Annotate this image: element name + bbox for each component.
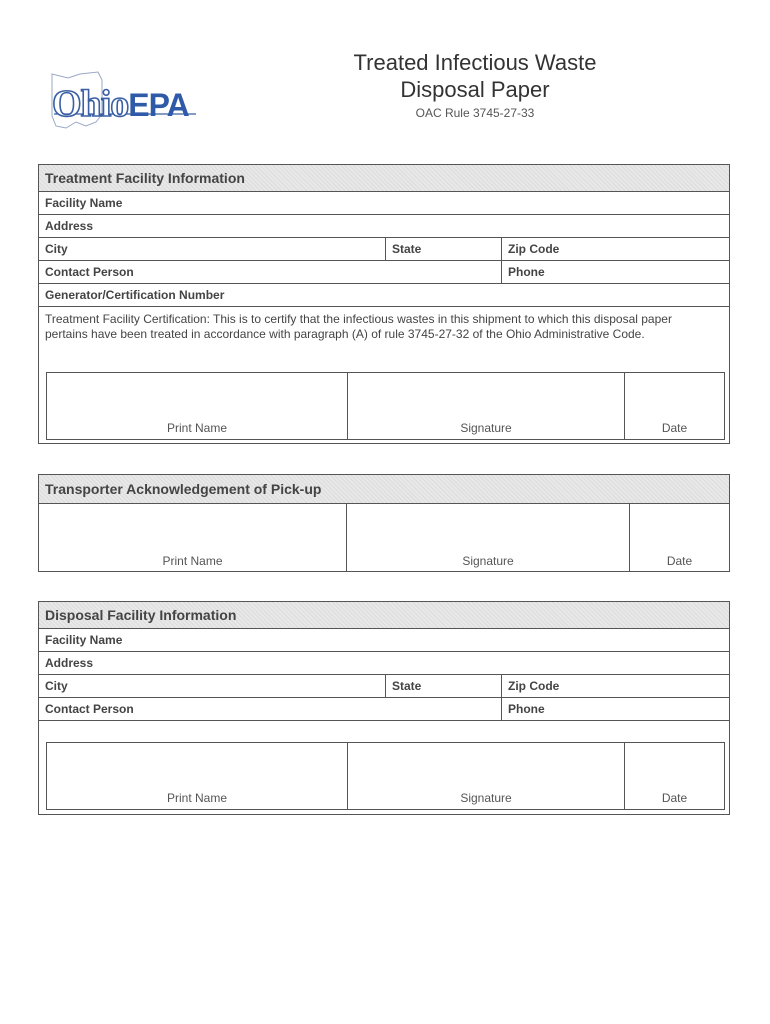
logo-epa-text: EPA <box>128 87 189 123</box>
treatment-facility-section <box>38 164 730 444</box>
treatment-phone-field[interactable]: Phone <box>501 261 729 283</box>
treatment-signature-field[interactable] <box>347 373 624 439</box>
form-title-line-1: Treated Infectious Waste <box>353 50 597 75</box>
transporter-signature-field[interactable] <box>346 504 629 572</box>
treatment-contact-field[interactable]: Contact Person <box>45 265 134 279</box>
treatment-date-field[interactable] <box>624 373 724 439</box>
treatment-zip-field[interactable]: Zip Code <box>501 238 729 260</box>
certification-line-2: pertains have been treated in accordance with paragraph (A) of rule 3745-27-32 of the Ohio Administrative Code. <box>45 327 645 341</box>
disposal-contact-row <box>39 698 729 721</box>
disposal-contact-field[interactable]: Contact Person <box>45 702 134 716</box>
signature-label: Signature <box>462 554 514 568</box>
treatment-contact-row <box>39 261 729 284</box>
rule-reference: OAC Rule 3745-27-33 <box>415 106 535 120</box>
disposal-signature-box <box>46 742 725 810</box>
treatment-signature-box <box>46 372 725 440</box>
treatment-certification-text <box>39 307 729 342</box>
disposal-city-field[interactable]: City <box>45 679 68 693</box>
disposal-section-title: Disposal Facility Information <box>39 602 729 629</box>
disposal-print-name-field[interactable] <box>47 743 347 809</box>
date-label: Date <box>661 791 688 805</box>
transporter-section-title: Transporter Acknowledgement of Pick-up <box>39 475 729 504</box>
transporter-print-name-field[interactable] <box>39 504 346 572</box>
treatment-state-field[interactable]: State <box>385 238 501 260</box>
disposal-state-field[interactable]: State <box>385 675 501 697</box>
print-name-label: Print Name <box>162 554 223 568</box>
disposal-zip-field[interactable]: Zip Code <box>501 675 729 697</box>
transporter-date-field[interactable] <box>629 504 729 572</box>
treatment-generator-row <box>39 284 729 307</box>
disposal-phone-field[interactable]: Phone <box>501 698 729 720</box>
certification-line-1: Treatment Facility Certification: This is to certify that the infectious wastes in this shipment to which this disposal paper <box>45 312 672 326</box>
logo-ohio-text: Ohio <box>52 83 129 125</box>
form-title-line-2: Disposal Paper <box>400 77 550 102</box>
disposal-signature-field[interactable] <box>347 743 624 809</box>
print-name-label: Print Name <box>166 791 228 805</box>
treatment-address-field[interactable]: Address <box>45 219 94 233</box>
disposal-date-field[interactable] <box>624 743 724 809</box>
disposal-address-row <box>39 652 729 675</box>
disposal-facility-name-field[interactable]: Facility Name <box>45 633 123 647</box>
disposal-facility-section <box>38 601 730 815</box>
disposal-address-field[interactable]: Address <box>45 656 94 670</box>
transporter-signature-row <box>39 504 729 572</box>
disposal-city-row <box>39 675 729 698</box>
signature-label: Signature <box>460 791 512 805</box>
treatment-print-name-field[interactable] <box>47 373 347 439</box>
ohio-epa-logo <box>46 70 206 130</box>
date-label: Date <box>666 554 693 568</box>
treatment-facility-name-row <box>39 192 729 215</box>
disposal-facility-name-row <box>39 629 729 652</box>
form-title-block <box>290 49 660 120</box>
transporter-section <box>38 474 730 572</box>
treatment-section-title: Treatment Facility Information <box>39 165 729 192</box>
treatment-city-row <box>39 238 729 261</box>
date-label: Date <box>661 421 688 435</box>
treatment-facility-name-field[interactable]: Facility Name <box>45 196 123 210</box>
treatment-city-field[interactable]: City <box>45 242 68 256</box>
generator-certification-number-field[interactable]: Generator/Certification Number <box>45 288 225 302</box>
treatment-address-row <box>39 215 729 238</box>
print-name-label: Print Name <box>166 421 228 435</box>
signature-label: Signature <box>460 421 512 435</box>
